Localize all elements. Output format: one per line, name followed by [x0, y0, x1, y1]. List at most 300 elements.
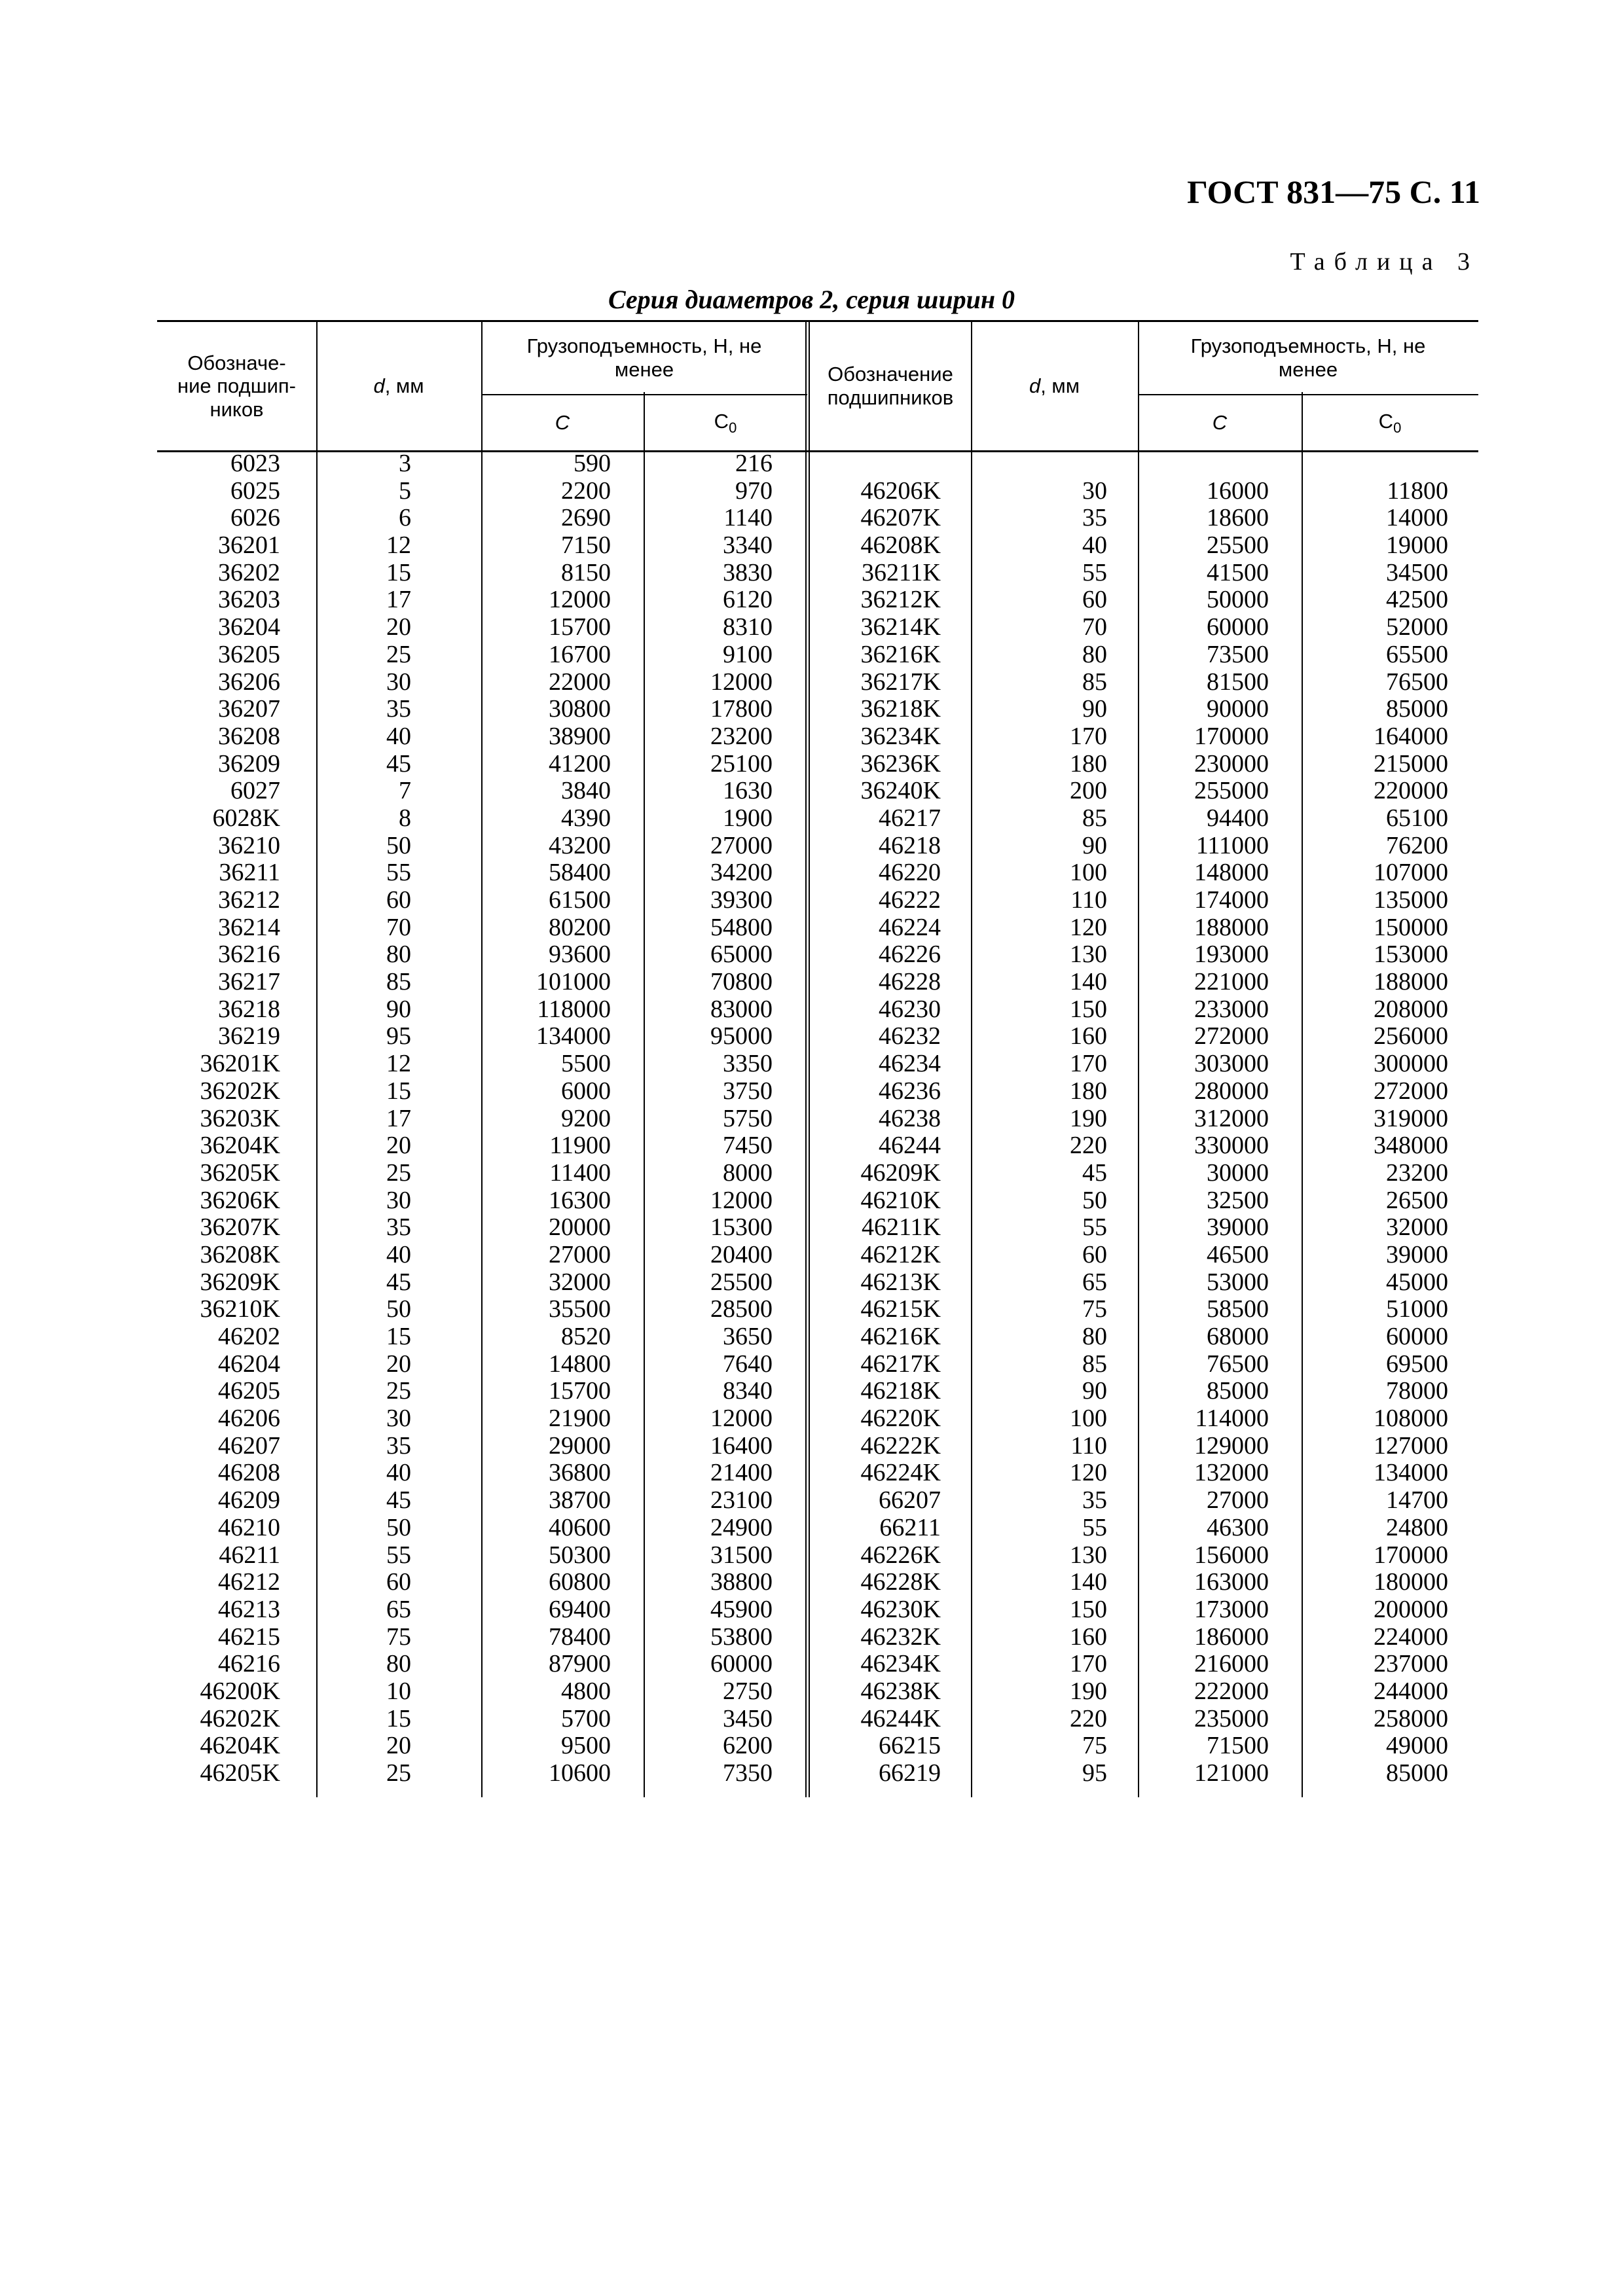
table-cell: 36202K	[200, 1077, 280, 1105]
table-cell: 36214	[218, 913, 280, 941]
table-cell: 93600	[549, 941, 611, 969]
table-cell: 8000	[723, 1158, 773, 1187]
table-cell: 46206K	[860, 476, 941, 505]
table-cell: 221000	[1194, 968, 1269, 996]
table-cell: 148000	[1194, 859, 1269, 887]
header-c0-right	[1302, 395, 1478, 450]
table-cell: 73500	[1207, 640, 1269, 668]
table-cell: 7150	[561, 531, 611, 560]
header-d-right-unit: , мм	[1040, 374, 1080, 398]
table-cell: 208000	[1374, 995, 1448, 1023]
table-cell: 40	[386, 722, 411, 750]
table-cell: 8520	[561, 1323, 611, 1350]
table-cell: 30	[1082, 476, 1107, 505]
table-cell: 70	[386, 913, 411, 941]
table-cell: 7	[399, 777, 411, 805]
table-cell: 15	[386, 1323, 411, 1350]
table-cell: 46244K	[860, 1704, 941, 1732]
table-cell: 20	[386, 613, 411, 641]
table-cell: 90	[1082, 1377, 1107, 1405]
table-cell: 15700	[549, 1377, 611, 1405]
table-cell: 60000	[1207, 613, 1269, 641]
table-cell: 46232K	[860, 1623, 941, 1651]
table-cell: 46224K	[860, 1459, 941, 1487]
table-cell: 24800	[1386, 1513, 1448, 1541]
table-cell: 17	[386, 586, 411, 614]
table-cell: 193000	[1194, 941, 1269, 969]
table-cell: 36210	[218, 831, 280, 859]
table-cell: 55	[386, 1541, 411, 1569]
table-cell: 20	[386, 1350, 411, 1378]
table-cell: 55	[1082, 558, 1107, 586]
table-cell: 46209K	[860, 1158, 941, 1187]
table-cell: 174000	[1194, 886, 1269, 914]
table-cell: 46234	[879, 1050, 941, 1078]
table-cell: 85	[1082, 668, 1107, 696]
table-cell: 200	[1070, 777, 1107, 805]
header-group-divider-right	[1138, 394, 1478, 395]
table-cell: 303000	[1194, 1050, 1269, 1078]
table-cell: 8	[399, 804, 411, 832]
table-cell: 17800	[710, 695, 773, 723]
table-cell: 36206	[218, 668, 280, 696]
table-cell: 160	[1070, 1022, 1107, 1050]
table-cell: 188000	[1374, 968, 1448, 996]
table-cell: 50	[1082, 1186, 1107, 1214]
table-cell: 10	[386, 1677, 411, 1705]
table-cell: 140	[1070, 968, 1107, 996]
table-cell: 60	[386, 1568, 411, 1596]
table-cell: 2200	[561, 476, 611, 505]
table-cell: 70	[1082, 613, 1107, 641]
table-cell: 45	[1082, 1158, 1107, 1187]
header-c-right: C	[1212, 411, 1228, 435]
table-cell: 43200	[549, 831, 611, 859]
table-cell: 135000	[1374, 886, 1448, 914]
table-cell: 170000	[1194, 722, 1269, 750]
table-cell: 590	[574, 450, 611, 477]
table-body	[157, 450, 1478, 1797]
table-cell: 46230K	[860, 1595, 941, 1623]
table-cell: 21900	[549, 1405, 611, 1433]
table-cell: 272000	[1194, 1022, 1269, 1050]
table-cell: 40	[386, 1240, 411, 1268]
table-cell: 9500	[561, 1732, 611, 1760]
table-cell: 55	[1082, 1513, 1107, 1541]
table-cell: 46212K	[860, 1240, 941, 1268]
table-cell: 134000	[536, 1022, 611, 1050]
table-cell: 70800	[710, 968, 773, 996]
table-cell: 300000	[1374, 1050, 1448, 1078]
table-cell: 170000	[1374, 1541, 1448, 1569]
table-cell: 45	[386, 749, 411, 778]
table-cell: 46230	[879, 995, 941, 1023]
table-cell: 25500	[1207, 531, 1269, 560]
table-cell: 255000	[1194, 777, 1269, 805]
table-cell: 66207	[879, 1486, 941, 1515]
table-cell: 46205K	[200, 1759, 280, 1787]
table-cell: 32000	[1386, 1213, 1448, 1242]
table-cell: 90	[1082, 695, 1107, 723]
table-cell: 30800	[549, 695, 611, 723]
table-cell: 237000	[1374, 1650, 1448, 1678]
table-cell: 46222K	[860, 1431, 941, 1460]
table-cell: 85000	[1207, 1377, 1269, 1405]
table-cell: 36209K	[200, 1268, 280, 1296]
table-cell: 27000	[549, 1240, 611, 1268]
table-cell: 4390	[561, 804, 611, 832]
table-cell: 107000	[1374, 859, 1448, 887]
table-cell: 36209	[218, 749, 280, 778]
table-cell: 36207	[218, 695, 280, 723]
table-cell: 60	[386, 886, 411, 914]
table-cell: 46208	[218, 1459, 280, 1487]
table-cell: 7350	[723, 1759, 773, 1787]
table-cell: 108000	[1374, 1405, 1448, 1433]
table-cell: 216000	[1194, 1650, 1269, 1678]
table-cell: 35	[386, 1213, 411, 1242]
table-cell: 52000	[1386, 613, 1448, 641]
table-cell: 46300	[1207, 1513, 1269, 1541]
table-cell: 216	[735, 450, 773, 477]
table-cell: 36214K	[860, 613, 941, 641]
table-cell: 36205	[218, 640, 280, 668]
table-cell: 46218K	[860, 1377, 941, 1405]
table-cell: 36205K	[200, 1158, 280, 1187]
table-cell: 173000	[1194, 1595, 1269, 1623]
table-cell: 27000	[710, 831, 773, 859]
table-cell: 36212	[218, 886, 280, 914]
table-cell: 1140	[723, 504, 773, 532]
table-cell: 3450	[723, 1704, 773, 1732]
table-cell: 46228K	[860, 1568, 941, 1596]
table-cell: 65000	[710, 941, 773, 969]
table-cell: 244000	[1374, 1677, 1448, 1705]
table-cell: 101000	[536, 968, 611, 996]
table-label: Таблица 3	[1290, 248, 1479, 276]
header-d-symbol: d	[373, 374, 385, 398]
table-cell: 3350	[723, 1050, 773, 1078]
table-cell: 29000	[549, 1431, 611, 1460]
table-cell: 153000	[1374, 941, 1448, 969]
table-cell: 46232	[879, 1022, 941, 1050]
table-cell: 16400	[710, 1431, 773, 1460]
table-cell: 129000	[1194, 1431, 1269, 1460]
table-cell: 36201	[218, 531, 280, 560]
table-cell: 46216K	[860, 1323, 941, 1350]
table-cell: 25	[386, 1759, 411, 1787]
table-cell: 46205	[218, 1377, 280, 1405]
table-cell: 95	[1082, 1759, 1107, 1787]
table-cell: 46228	[879, 968, 941, 996]
table-cell: 36201K	[200, 1050, 280, 1078]
table-cell: 58400	[549, 859, 611, 887]
table-cell: 76500	[1386, 668, 1448, 696]
table-cell: 65500	[1386, 640, 1448, 668]
table-cell: 8310	[723, 613, 773, 641]
table-cell: 12	[386, 1050, 411, 1078]
header-c0-right-sub: 0	[1393, 419, 1402, 436]
table-cell: 38700	[549, 1486, 611, 1515]
table-cell: 36800	[549, 1459, 611, 1487]
table-cell: 58500	[1207, 1295, 1269, 1323]
header-c0-right-base: C	[1378, 409, 1394, 433]
table-cell: 6027	[230, 777, 280, 805]
table-cell: 60	[1082, 1240, 1107, 1268]
table-cell: 22000	[549, 668, 611, 696]
table-cell: 25100	[710, 749, 773, 778]
table-cell: 15	[386, 1077, 411, 1105]
table-cell: 19000	[1386, 531, 1448, 560]
table-cell: 46217K	[860, 1350, 941, 1378]
table-cell: 46209	[218, 1486, 280, 1515]
table-cell: 46213	[218, 1595, 280, 1623]
table-cell: 20000	[549, 1213, 611, 1242]
table-cell: 20	[386, 1132, 411, 1160]
table-cell: 85	[1082, 804, 1107, 832]
column-c0-right	[1302, 450, 1448, 1787]
table-cell: 26500	[1386, 1186, 1448, 1214]
table-cell: 85	[1082, 1350, 1107, 1378]
column-c0	[644, 450, 773, 1787]
table-cell: 80	[386, 941, 411, 969]
table-cell: 170	[1070, 1050, 1107, 1078]
table-cell: 49000	[1386, 1732, 1448, 1760]
table-cell: 23100	[710, 1486, 773, 1515]
table-cell: 2750	[723, 1677, 773, 1705]
table-cell: 180000	[1374, 1568, 1448, 1596]
table-cell: 46207	[218, 1431, 280, 1460]
table-cell: 46202K	[200, 1704, 280, 1732]
table-cell: 230000	[1194, 749, 1269, 778]
table-cell: 80200	[549, 913, 611, 941]
table-cell: 7640	[723, 1350, 773, 1378]
table-cell: 150000	[1374, 913, 1448, 941]
table-cell: 3830	[723, 558, 773, 586]
table-cell: 20400	[710, 1240, 773, 1268]
table-cell: 80	[386, 1650, 411, 1678]
page-header-code: ГОСТ 831—75 С. 11	[1187, 173, 1480, 210]
table-cell: 46210	[218, 1513, 280, 1541]
table-cell: 46218	[879, 831, 941, 859]
table-cell: 32000	[549, 1268, 611, 1296]
header-d-unit: , мм	[384, 374, 424, 398]
table-cell: 6026	[230, 504, 280, 532]
table-cell: 53000	[1207, 1268, 1269, 1296]
table-cell: 34200	[710, 859, 773, 887]
table-cell: 38900	[549, 722, 611, 750]
table-cell: 14800	[549, 1350, 611, 1378]
table-cell: 45900	[710, 1595, 773, 1623]
table-cell: 36204K	[200, 1132, 280, 1160]
table-cell: 39000	[1207, 1213, 1269, 1242]
table-cell: 25	[386, 640, 411, 668]
table-cell: 65	[386, 1595, 411, 1623]
table-cell: 87900	[549, 1650, 611, 1678]
table-cell: 200000	[1374, 1595, 1448, 1623]
table-cell: 36216K	[860, 640, 941, 668]
table-cell: 76500	[1207, 1350, 1269, 1378]
table-cell: 5700	[561, 1704, 611, 1732]
table-cell: 46234K	[860, 1650, 941, 1678]
table-cell: 68000	[1207, 1323, 1269, 1350]
table-cell: 100	[1070, 1405, 1107, 1433]
table-cell: 18600	[1207, 504, 1269, 532]
table-cell: 5750	[723, 1104, 773, 1132]
table-cell: 180	[1070, 749, 1107, 778]
table-cell: 170	[1070, 722, 1107, 750]
table-cell: 256000	[1374, 1022, 1448, 1050]
table-cell: 164000	[1374, 722, 1448, 750]
table-cell: 39000	[1386, 1240, 1448, 1268]
table-cell: 1900	[723, 804, 773, 832]
table-cell: 190	[1070, 1677, 1107, 1705]
table-cell: 118000	[537, 995, 611, 1023]
table-cell: 31500	[710, 1541, 773, 1569]
table-cell: 61500	[549, 886, 611, 914]
table-cell: 3650	[723, 1323, 773, 1350]
table-cell: 36218	[218, 995, 280, 1023]
table-cell: 55	[1082, 1213, 1107, 1242]
table-cell: 36202	[218, 558, 280, 586]
table-cell: 81500	[1207, 668, 1269, 696]
table-cell: 6000	[561, 1077, 611, 1105]
table-cell: 3	[399, 450, 411, 477]
table-cell: 36210K	[200, 1295, 280, 1323]
table-cell: 36203	[218, 586, 280, 614]
header-c0-base: C	[714, 409, 729, 433]
table-cell	[810, 450, 941, 478]
table-cell: 54800	[710, 913, 773, 941]
table-cell: 1630	[723, 777, 773, 805]
table-cell: 36211K	[861, 558, 941, 586]
table-cell: 39300	[710, 886, 773, 914]
table-cell: 45	[386, 1486, 411, 1515]
table-cell: 65100	[1386, 804, 1448, 832]
table-cell: 28500	[710, 1295, 773, 1323]
table-cell: 80	[1082, 640, 1107, 668]
table-cell: 76200	[1386, 831, 1448, 859]
table-cell: 2690	[561, 504, 611, 532]
table-cell: 12000	[549, 586, 611, 614]
table-cell: 71500	[1207, 1732, 1269, 1760]
table-cell: 130	[1070, 941, 1107, 969]
table-cell: 150	[1070, 995, 1107, 1023]
table-cell: 312000	[1194, 1104, 1269, 1132]
table-cell: 50300	[549, 1541, 611, 1569]
table-cell: 32500	[1207, 1186, 1269, 1214]
table-cell: 11900	[549, 1132, 611, 1160]
table-cell: 41500	[1207, 558, 1269, 586]
table-cell: 46207K	[860, 504, 941, 532]
table-cell: 319000	[1374, 1104, 1448, 1132]
table-cell: 258000	[1374, 1704, 1448, 1732]
table-cell: 78000	[1386, 1377, 1448, 1405]
table-cell: 34500	[1386, 558, 1448, 586]
table-cell: 46222	[879, 886, 941, 914]
table-cell: 330000	[1194, 1132, 1269, 1160]
table-cell: 110	[1070, 1431, 1107, 1460]
table-cell: 46215	[218, 1623, 280, 1651]
header-designation: Обозначе-ние подшип-ников	[177, 351, 297, 421]
table-cell: 12000	[710, 1186, 773, 1214]
header-c: C	[555, 411, 570, 435]
table-cell: 20	[386, 1732, 411, 1760]
table-cell: 12	[386, 531, 411, 560]
table-header	[157, 320, 1478, 452]
header-d-right-symbol: d	[1029, 374, 1041, 398]
table-cell: 46204K	[200, 1732, 280, 1760]
table-cell: 3750	[723, 1077, 773, 1105]
table-cell: 51000	[1386, 1295, 1448, 1323]
table-cell: 46226K	[860, 1541, 941, 1569]
table-cell: 36211	[219, 859, 280, 887]
table-cell: 36234K	[860, 722, 941, 750]
table-cell: 15	[386, 1704, 411, 1732]
table-cell: 215000	[1374, 749, 1448, 778]
table-cell: 235000	[1194, 1704, 1269, 1732]
column-c	[481, 450, 611, 1787]
table-cell: 60	[1082, 586, 1107, 614]
table-cell: 36217K	[860, 668, 941, 696]
table-cell: 83000	[710, 995, 773, 1023]
table-cell: 190	[1070, 1104, 1107, 1132]
table-cell: 120	[1070, 913, 1107, 941]
table-cell: 186000	[1194, 1623, 1269, 1651]
table-cell: 35	[1082, 504, 1107, 532]
table-cell: 7450	[723, 1132, 773, 1160]
table-cell: 6025	[230, 476, 280, 505]
table-cell: 4800	[561, 1677, 611, 1705]
table-cell: 46210K	[860, 1186, 941, 1214]
table-cell: 65	[1082, 1268, 1107, 1296]
table-cell: 95000	[710, 1022, 773, 1050]
table-cell: 280000	[1194, 1077, 1269, 1105]
table-cell: 46208K	[860, 531, 941, 560]
table-cell: 90	[386, 995, 411, 1023]
table-cell: 55	[386, 859, 411, 887]
table-cell: 14700	[1386, 1486, 1448, 1515]
table-cell: 66211	[879, 1513, 941, 1541]
table-cell: 35	[386, 695, 411, 723]
header-load-group: Грузоподъемность, Н, не менее	[526, 334, 762, 381]
table-cell: 348000	[1374, 1132, 1448, 1160]
table-cell: 15	[386, 558, 411, 586]
header-load-group-right: Грузоподъемность, Н, не менее	[1190, 334, 1426, 381]
table-cell: 36236K	[860, 749, 941, 778]
table-cell: 17	[386, 1104, 411, 1132]
table-cell: 46220	[879, 859, 941, 887]
table-cell: 11800	[1387, 476, 1448, 505]
table-cell: 100	[1070, 859, 1107, 887]
table-cell: 50	[386, 1295, 411, 1323]
table-cell: 45000	[1386, 1268, 1448, 1296]
table-cell: 9200	[561, 1104, 611, 1132]
table-cell	[1302, 450, 1448, 478]
table-cell: 69400	[549, 1595, 611, 1623]
table-cell: 12000	[710, 668, 773, 696]
table-cell: 9100	[723, 640, 773, 668]
table-cell: 14000	[1386, 504, 1448, 532]
table-cell: 85000	[1386, 1759, 1448, 1787]
table-cell: 60800	[549, 1568, 611, 1596]
table-cell: 16000	[1207, 476, 1269, 505]
table-cell: 36219	[218, 1022, 280, 1050]
table-cell: 36204	[218, 613, 280, 641]
table-cell: 46244	[879, 1132, 941, 1160]
table-cell: 36203K	[200, 1104, 280, 1132]
table-cell: 23200	[710, 722, 773, 750]
